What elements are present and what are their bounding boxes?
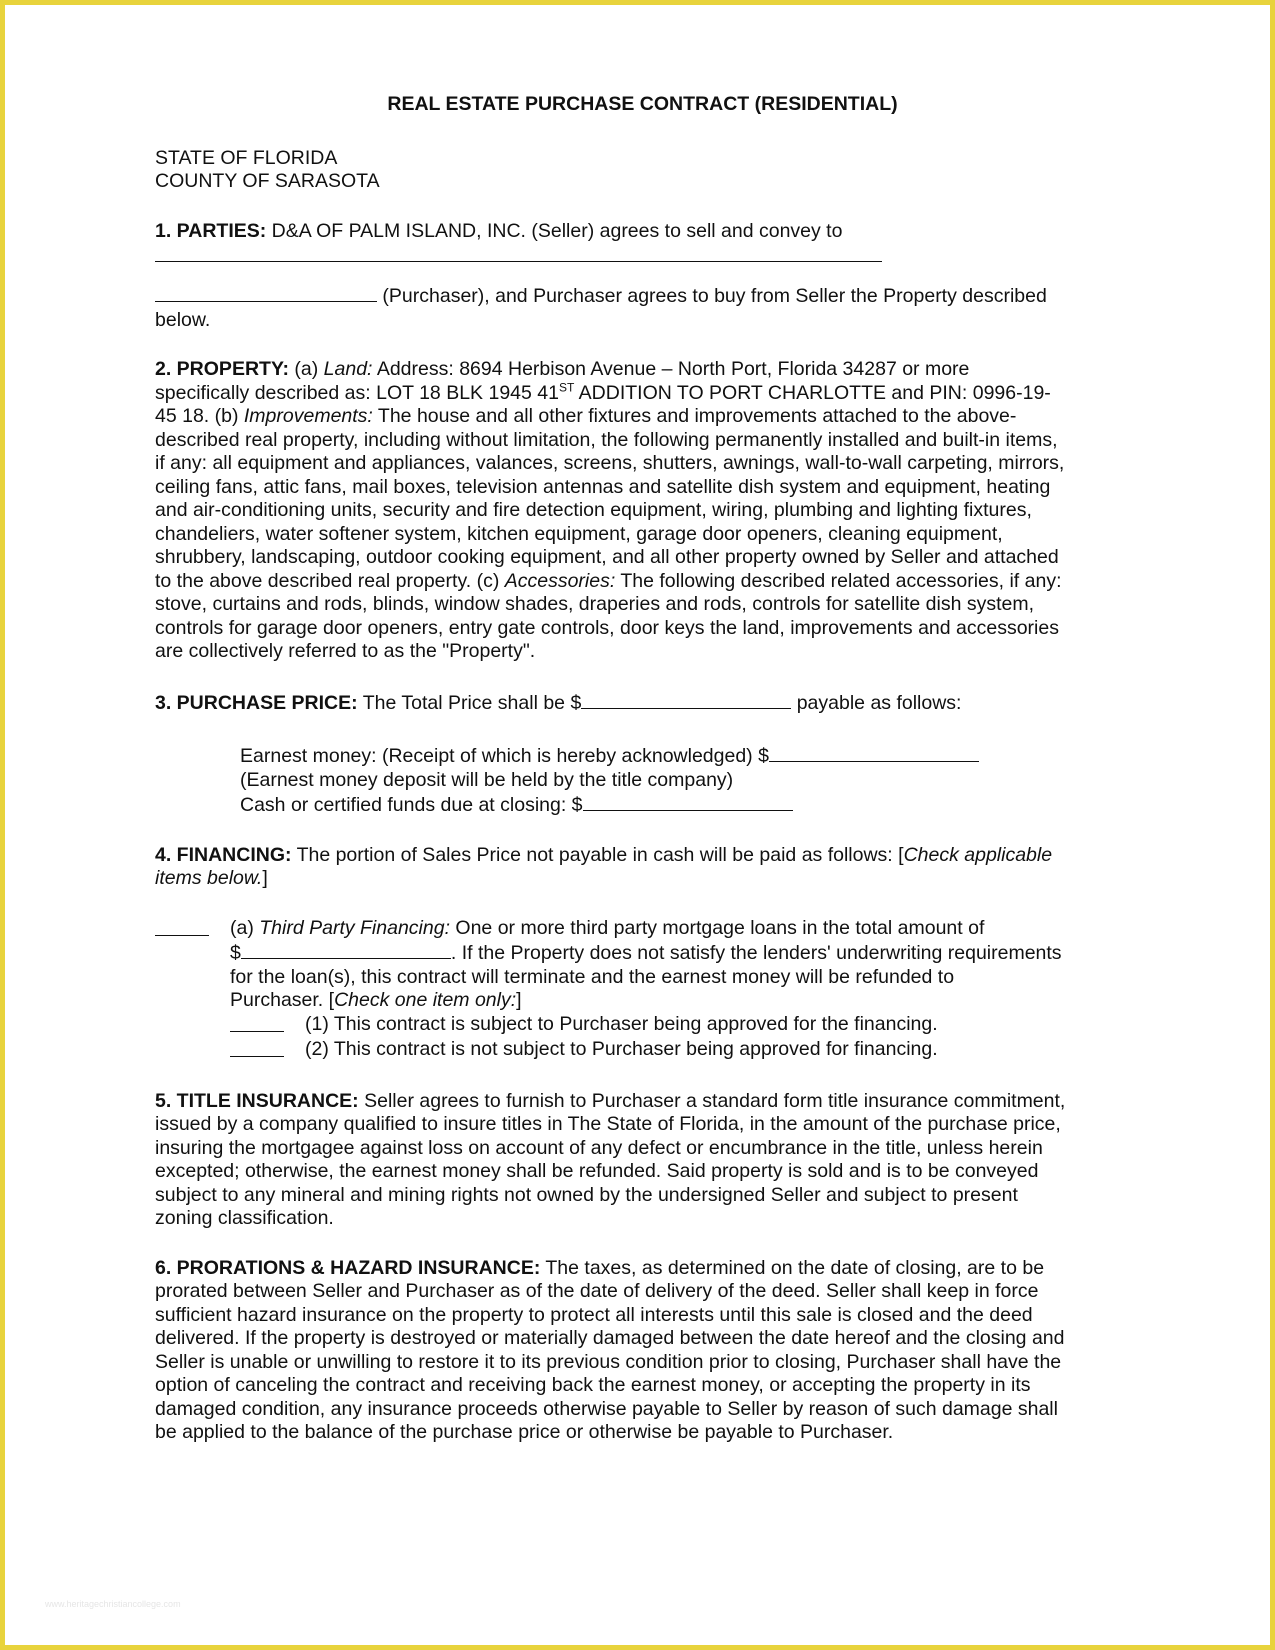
option-2-checkbox[interactable]	[230, 1038, 284, 1057]
section-title-insurance	[155, 1090, 1130, 1231]
property-line: to the above described real property. (c)	[155, 569, 505, 592]
parties-text-1: D&A OF PALM ISLAND, INC. (Seller) agrees to sell and convey to	[266, 219, 843, 242]
section-financing: 4. FINANCING: The portion of Sales Price not payable in cash will be paid as follows: [Check applicable items below.] (a) Third Party Financing: One or more third party mortgage loans in the total amount of $ . If the Property does not satisfy the lenders' underwriting requirements for the loan(s), this contract will terminate and the earnest money will be refunded to Purchaser. [Check one item only:] (1) This contract is subject to Purchaser being approved for the financing. (2) This contract is not subject to Purchaser being approved for financing.	[155, 844, 1130, 1064]
third-party-financing-title: Third Party Financing:	[259, 916, 450, 939]
section-parties	[155, 220, 1130, 333]
financing-text: ]	[262, 867, 268, 889]
financing-line: One or more third party mortgage loans in the total amount of	[450, 916, 985, 939]
property-line: The following described related accessories, if any:	[615, 569, 1062, 592]
prorations-line: option of canceling the contract and receiving back the earnest money, or accepting the property in its	[155, 1374, 1031, 1396]
property-accessories-label: Accessories:	[504, 569, 616, 592]
section-prorations	[155, 1257, 1130, 1445]
property-a-label: (a)	[289, 358, 324, 380]
property-line: are collectively referred to as the "Property".	[155, 640, 536, 662]
financing-line: for the loan(s), this contract will terminate and the earnest money will be refunded to	[230, 965, 955, 988]
financing-text: The portion of Sales Price not payable in cash will be paid as follows: [	[291, 843, 904, 866]
property-line: controls for garage door openers, entry gate controls, door keys the land, improvements and accessories	[155, 616, 1059, 639]
property-line: stove, curtains and rods, blinds, window shades, draperies and rods, controls for satellite dish system,	[155, 593, 1035, 615]
watermark: www.heritagechristiancollege.com	[45, 1599, 181, 1609]
earnest-money-label: Earnest money: (Receipt of which is hereby acknowledged) $	[240, 745, 769, 767]
financing-check-note: Check applicable	[903, 843, 1053, 866]
superscript-st: ST	[558, 380, 575, 394]
option-1-checkbox[interactable]	[230, 1013, 284, 1032]
property-line: if any: all equipment and appliances, valances, screens, shutters, awnings, wall-to-wall carpeting, mirrors,	[155, 452, 1065, 474]
document-body	[155, 93, 1130, 1471]
property-line: ADDITION TO PORT CHARLOTTE and PIN: 0996-19-	[574, 381, 1051, 404]
title-insurance-line: issued by a company qualified to insure titles in The State of Florida, in the amount of the purchase price,	[155, 1113, 1061, 1135]
property-line: Address: 8694 Herbison Avenue – North Port, Florida 34287 or more	[372, 358, 970, 380]
cash-due-blank[interactable]	[583, 792, 793, 811]
financing-line: ]	[516, 989, 522, 1011]
title-insurance-line: Seller agrees to furnish to Purchaser a standard form title insurance commitment,	[358, 1089, 1066, 1112]
deposit-note: (Earnest money deposit will be held by the title company)	[240, 768, 734, 791]
property-line: specifically described as: LOT 18 BLK 1945 41	[155, 381, 559, 404]
section-property	[155, 358, 1130, 664]
document-title: REAL ESTATE PURCHASE CONTRACT (RESIDENTIAL)	[387, 93, 898, 115]
prorations-line: prorated between Seller and Purchaser as of the date of delivery of the deed. Seller shall keep in force	[155, 1280, 1039, 1302]
financing-line: . If the Property does not satisfy the lenders' underwriting requirements	[450, 942, 1062, 964]
state-line: STATE OF FLORIDA	[155, 146, 338, 169]
check-one-note: Check one item only:	[334, 989, 517, 1011]
financing-option-2: (2) This contract is not subject to Purchaser being approved for financing.	[305, 1038, 938, 1060]
property-line: The house and all other fixtures and improvements attached to the above-	[372, 405, 1017, 427]
parties-heading: 1. PARTIES:	[155, 219, 267, 242]
jurisdiction	[155, 147, 1130, 194]
county-line: COUNTY OF SARASOTA	[155, 170, 380, 192]
purchaser-name-blank-1[interactable]	[155, 243, 882, 262]
property-line: and air-conditioning units, security and fire detection equipment, wiring, plumbing and lighting fixtures,	[155, 499, 1032, 521]
property-land-label: Land:	[323, 358, 373, 380]
parties-text-2: (Purchaser), and Purchaser agrees to buy from Seller the Property described	[377, 285, 1047, 307]
earnest-money-blank[interactable]	[769, 743, 979, 762]
prorations-line: be applied to the balance of the purchase price or otherwise be payable to Purchaser.	[155, 1421, 894, 1443]
financing-a-label: (a)	[230, 916, 260, 939]
purchaser-name-blank-2[interactable]	[155, 283, 377, 302]
property-heading: 2. PROPERTY:	[155, 358, 289, 380]
property-line: described real property, including without limitation, the following permanently installed and built-in items,	[155, 428, 1058, 451]
price-heading: 3. PURCHASE PRICE:	[155, 691, 358, 714]
title-insurance-line: insuring the mortgagee against loss on account of any defect or encumbrance in the title, unless herein	[155, 1136, 1043, 1159]
title-insurance-line: excepted; otherwise, the earnest money shall be refunded. Said property is sold and is to be conveyed	[155, 1160, 1039, 1182]
title-insurance-line: subject to any mineral and mining rights not owned by the undersigned Seller and subject to present	[155, 1183, 1018, 1206]
prorations-heading: 6. PRORATIONS & HAZARD INSURANCE:	[155, 1256, 541, 1279]
prorations-line: The taxes, as determined on the date of closing, are to be	[540, 1256, 1045, 1279]
financing-check-note: items below.	[155, 867, 263, 889]
cash-due-label: Cash or certified funds due at closing: $	[240, 794, 583, 816]
prorations-line: sufficient hazard insurance on the property to protect all interests until this sale is closed and the deed	[155, 1303, 1033, 1326]
property-line: shrubbery, landscaping, outdoor cooking equipment, and all other property owned by Seller and attached	[155, 546, 1059, 568]
prorations-line: damaged condition, any insurance proceeds otherwise payable to Seller by reason of such damage shall	[155, 1397, 1058, 1420]
price-text: payable as follows:	[791, 691, 962, 714]
loan-amount-blank[interactable]	[241, 940, 451, 959]
title-insurance-heading: 5. TITLE INSURANCE:	[155, 1089, 359, 1112]
property-line: chandeliers, water softener system, kitchen equipment, garage door openers, cleaning equipment,	[155, 522, 1003, 545]
financing-option-1: (1) This contract is subject to Purchaser being approved for the financing.	[305, 1012, 938, 1035]
price-text: The Total Price shall be $	[357, 691, 582, 714]
property-line: 45 18. (b)	[155, 405, 244, 427]
financing-heading: 4. FINANCING:	[155, 843, 292, 866]
total-price-blank[interactable]	[581, 690, 791, 709]
title-insurance-line: zoning classification.	[155, 1207, 334, 1229]
property-improvements-label: Improvements:	[243, 405, 373, 427]
parties-text-3: below.	[155, 308, 211, 331]
property-line: ceiling fans, attic fans, mail boxes, television antennas and satellite dish system and equipment, heating	[155, 475, 1051, 498]
financing-line: Purchaser. [	[230, 989, 335, 1011]
prorations-line: Seller is unable or unwilling to restore it to its previous condition prior to closing, Purchaser shall have the	[155, 1350, 1062, 1373]
third-party-financing-checkbox[interactable]	[155, 917, 209, 936]
section-purchase-price	[155, 690, 1130, 818]
prorations-line: delivered. If the property is destroyed or materially damaged between the date hereof and the closing and	[155, 1327, 1065, 1349]
